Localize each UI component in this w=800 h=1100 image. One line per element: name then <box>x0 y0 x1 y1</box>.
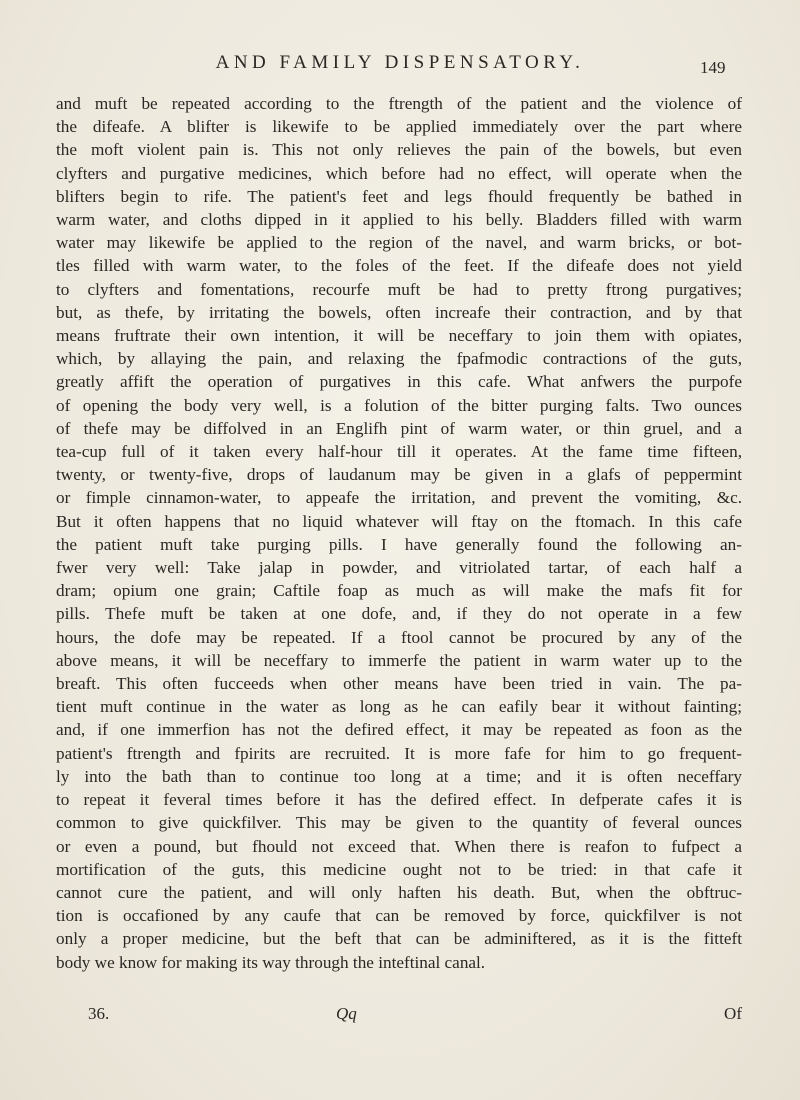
text-line: means fruftrate their own intention, it will be neceffary to join them with opiates, <box>56 326 742 346</box>
quire-signature-mark: Qq <box>336 1004 357 1023</box>
text-line: common to give quickfilver. This may be given to the quantity of feveral ounces <box>56 813 742 833</box>
text-line: the difeafe. A blifter is likewife to be applied immediately over the part where <box>56 117 742 137</box>
text-line: greatly affift the operation of purgatives in this cafe. What anfwers the purpofe <box>56 372 742 392</box>
text-line: but, as thefe, by irritating the bowels, often increafe their contraction, and by that <box>56 302 742 322</box>
text-line: patient's ftrength and fpirits are recruited. It is more fafe for him to go frequent- <box>56 743 742 763</box>
catchword: Of <box>724 1004 742 1023</box>
page-number: 149 <box>700 58 726 77</box>
text-line: hours, the dofe may be repeated. If a ftool cannot be procured by any of the <box>56 627 742 647</box>
text-line: or fimple cinnamon-water, to appeafe the irritation, and prevent the vomiting, &c. <box>56 488 742 508</box>
text-line: body we know for making its way through the inteftinal canal. <box>56 952 486 972</box>
text-line: only a proper medicine, but the beft that can be adminiftered, as it is the fitteft <box>56 929 742 949</box>
text-line: of opening the body very well, is a folution of the bitter purging falts. Two ounces <box>56 395 742 415</box>
text-line: above means, it will be neceffary to immerfe the patient in warm water up to the <box>56 650 742 670</box>
text-line: warm water, and cloths dipped in it applied to his belly. Bladders filled with warm <box>56 210 742 230</box>
text-line: or even a pound, but fhould not exceed that. When there is reafon to fufpect a <box>56 836 742 856</box>
running-title: AND FAMILY DISPENSATORY. <box>215 52 585 73</box>
text-line: water may likewife be applied to the region of the navel, and warm bricks, or bot- <box>56 233 742 253</box>
text-line: ly into the bath than to continue too long at a time; and it is often neceffary <box>56 766 742 786</box>
text-line: tient muft continue in the water as long as he can eafily bear it without fainting; <box>56 697 742 717</box>
text-line: pills. Thefe muft be taken at one dofe, and, if they do not operate in a few <box>56 604 742 624</box>
text-line: tles filled with warm water, to the foles of the feet. If the difeafe does not yield <box>56 256 742 276</box>
text-line: the patient muft take purging pills. I have generally found the following an- <box>56 534 742 554</box>
page-footer <box>56 1004 742 1028</box>
text-line: tion is occafioned by any caufe that can be removed by force, quickfilver is not <box>56 906 742 926</box>
text-line: and muft be repeated according to the ftrength of the patient and the violence of <box>56 94 742 113</box>
text-line: twenty, or twenty-five, drops of laudanum may be given in a glafs of peppermint <box>56 465 742 485</box>
text-line: tea-cup full of it taken every half-hour till it operates. At the fame time fifteen, <box>56 442 742 462</box>
text-line: to repeat it feveral times before it has the defired effect. In defperate cafes it is <box>56 790 742 810</box>
text-line: blifters begin to rife. The patient's feet and legs fhould frequently be bathed in <box>56 186 742 206</box>
text-line: the moft violent pain is. This not only relieves the pain of the bowels, but even <box>56 140 742 160</box>
text-line: which, by allaying the pain, and relaxing the fpafmodic contractions of the guts, <box>56 349 742 369</box>
text-line: breaft. This often fucceeds when other means have been tried in vain. The pa- <box>56 674 742 694</box>
text-line: dram; opium one grain; Caftile foap as much as will make the mafs fit for <box>56 581 742 601</box>
body-paragraph <box>56 92 742 974</box>
text-line: and, if one immerfion has not the defired effect, it may be repeated as foon as the <box>56 720 742 740</box>
text-line: But it often happens that no liquid whatever will ftay on the ftomach. In this cafe <box>56 511 742 531</box>
signature-number: 36. <box>88 1004 110 1023</box>
text-line: to clyfters and fomentations, recourfe muft be had to pretty ftrong purgatives; <box>56 279 742 299</box>
text-line: of thefe may be diffolved in an Englifh pint of warm water, or thin gruel, and a <box>56 418 742 438</box>
text-line: fwer very well: Take jalap in powder, and vitriolated tartar, of each half a <box>56 558 742 578</box>
text-line: clyfters and purgative medicines, which before had no effect, will operate when the <box>56 163 742 183</box>
text-line: mortification of the guts, this medicine ought not to be tried: in that cafe it <box>56 859 742 879</box>
text-line: cannot cure the patient, and will only haften his death. But, when the obftruc- <box>56 882 742 902</box>
